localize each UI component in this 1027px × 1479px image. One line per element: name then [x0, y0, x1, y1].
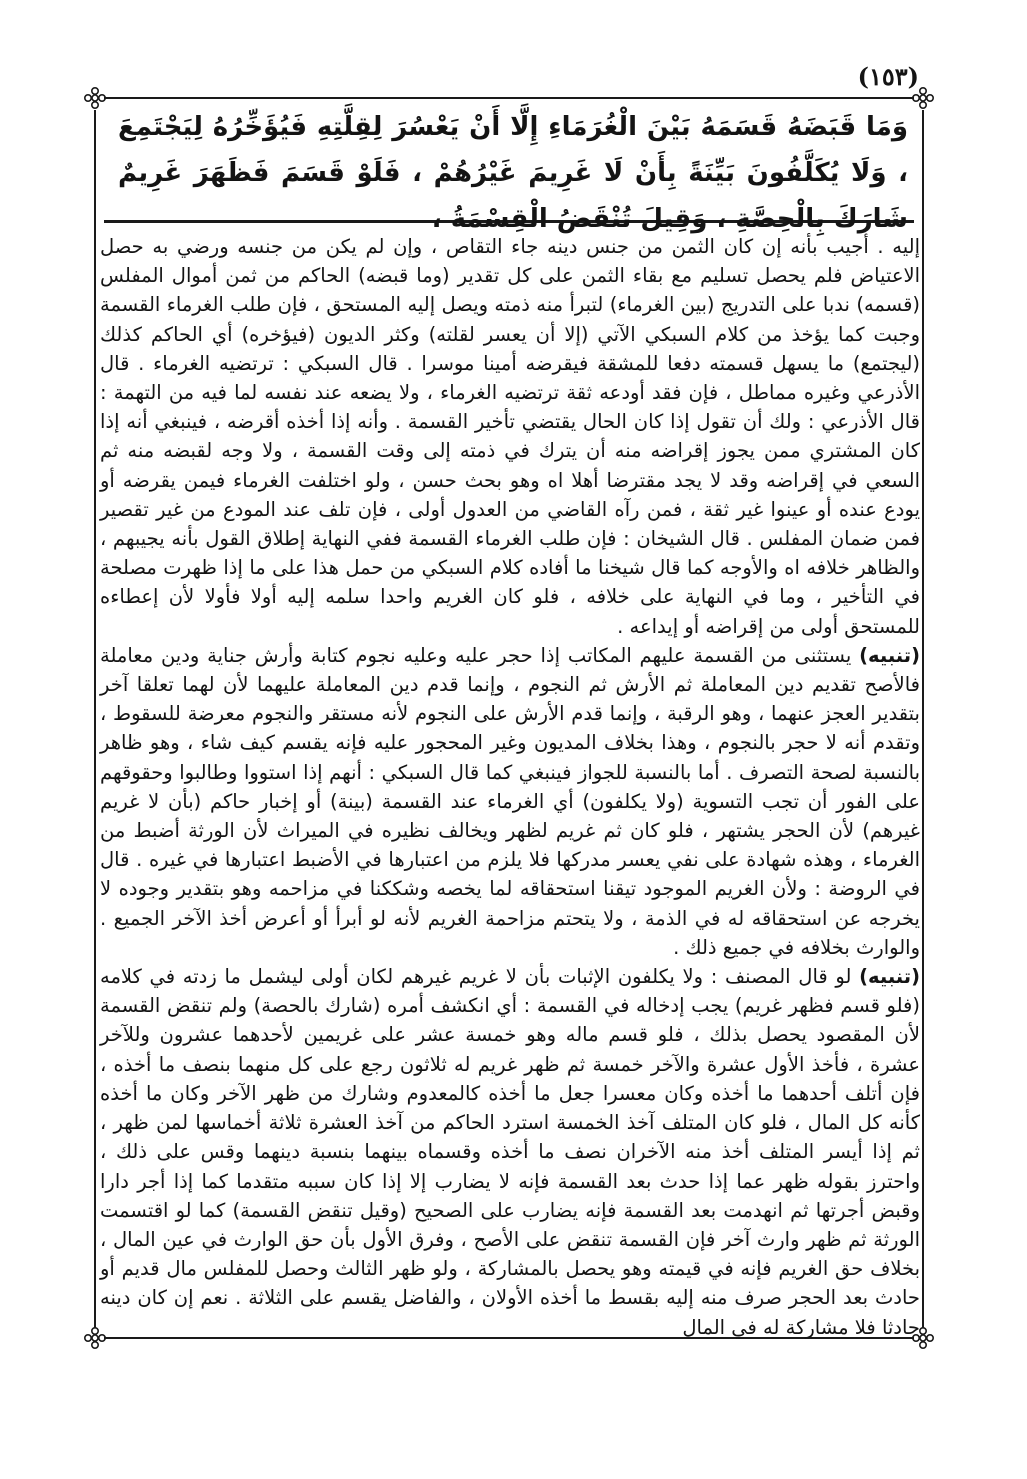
top-frame-line [104, 97, 914, 99]
flower-ornament-icon [911, 86, 935, 110]
page-number: (١٥٣) [857, 62, 919, 91]
tanbih-text: يستثنى من القسمة عليهم المكاتب إذا حجر عليه وعليه نجوم كتابة وأرش جناية ودين معاملة فالأصح تقديم دين المعاملة ثم الأرش ثم النجوم ، وإنما قدم دين المعاملة عليهما لأن لهما تعلقا آخر بتقدير العجز عنهما ، وهو الرقبة ، وإنما قدم الأرش على النجوم لأنه مستقر والنجوم معرضة للسقوط ، وتقدم أنه لا حجر بالنجوم ، وهذا بخلاف المديون وغير المحجور عليه فإنه يقسم كيف شاء ، وهو ظاهر بالنسبة لصحة التصرف . أما بالنسبة للجواز فينبغي كما قال السبكي : أنهم إذا استووا وطالبوا وحقوقهم على الفور أن تجب التسوية (ولا يكلفون) أي الغرماء عند القسمة (بينة) أو إخبار حاكم (بأن لا غريم غيرهم) لأن الحجر يشتهر ، فلو كان ثم غريم لظهر ويخالف نظيره في الميراث لأن الورثة أضبط من الغرماء ، وهذه شهادة على نفي يعسر مدركها فلا يلزم من اعتبارها في الأضبط اعتبارها في غيره . قال في الروضة : ولأن الغريم الموجود تيقنا استحقاقه لما يخصه وشككنا في مزاحمه وهو بتقدير وجوده لا يخرجه عن استحقاقه له في الذمة ، ولا يتحتم مزاحمة الغريم لأنه لو أبرأ أو أعرض أخذ الآخر الجميع . والوارث بخلافه في جميع ذلك . [100, 643, 920, 959]
matn-text: وَمَا قَبَضَهُ قَسَمَهُ بَيْنَ الْغُرَمَاءِ إِلَّا أَنْ يَعْسُرَ لِقِلَّتِهِ فَيُؤَخِّرُهُ لِيَجْتَمِعَ ، وَلَا يُكَلَّفُونَ بَيِّنَةً بِأَنْ لَا غَرِيمَ غَيْرُهُمْ ، فَلَوْ قَسَمَ فَظَهَرَ غَرِيمٌ شَارَكَ بِالْحِصَّةِ ، وَقِيلَ تُنْقَضُ الْقِسْمَةُ ، [118, 112, 908, 234]
tanbih-label: (تنبيه) [859, 965, 920, 989]
commentary-block [100, 232, 920, 1342]
tanbih-text: لو قال المصنف : ولا يكلفون الإثبات بأن لا غريم غيرهم لكان أولى ليشمل ما زدته في كلامه (فلو قسم فظهر غريم) يجب إدخاله في القسمة : أي انكشف أمره (شارك بالحصة) ولم تنقض القسمة لأن المقصود يحصل بذلك ، فلو قسم ماله وهو خمسة عشر على غريمين لأحدهما عشرون وللآخر عشرة ، فأخذ الأول عشرة والآخر خمسة ثم ظهر غريم له ثلاثون رجع على كل منهما بنصف ما أخذه ، فإن أتلف أحدهما ما أخذه وكان معسرا جعل ما أخذه كالمعدوم وشارك من ظهر الآخر وكان ما أخذه كأنه كل المال ، فلو كان المتلف آخذ الخمسة استرد الحاكم من آخذ العشرة ثلاثة أخماسها لمن ظهر ، ثم إذا أيسر المتلف أخذ منه الآخران نصف ما أخذه وقسماه بينهما بنسبة دينهما وقس على ذلك ، واحترز بقوله ظهر عما إذا حدث بعد القسمة فإنه لا يضارب إلا إذا كان سببه متقدما كما إذا أجر دارا وقبض أجرتها ثم انهدمت بعد القسمة فإنه يضارب على الصحيح (وقيل تنقض القسمة) كما لو اقتسمت الورثة ثم ظهر وارث آخر فإن القسمة تنقض على الأصح ، وفرق الأول بأن حق الوارث في عين المال ، بخلاف حق الغريم فإنه في قيمته وهو يحصل بالمشاركة ، ولو ظهر الثالث وحصل للمفلس مال قديم أو حادث بعد الحجر صرف منه إليه بقسط ما أخذه الأولان ، والفاضل يقسم على الثلاثة . نعم إن كان دينه حادثا فلا مشاركة له في المال [100, 965, 920, 1339]
commentary-paragraph [100, 641, 920, 962]
left-frame-line [94, 110, 96, 1328]
tanbih-label: (تنبيه) [859, 643, 920, 667]
commentary-paragraph [100, 962, 920, 1342]
right-frame-line [922, 110, 924, 1328]
commentary-paragraph: إليه . أجيب بأنه إن كان الثمن من جنس دينه جاء التقاص ، وإن لم يكن من جنسه ورضي به حصل الاعتياض فلم يحصل تسليم مع بقاء الثمن على كل تقدير (وما قبضه) الحاكم من ثمن أموال المفلس (قسمه) ندبا على التدريج (بين الغرماء) لتبرأ منه ذمته ويصل إليه المستحق ، فإن طلب الغرماء القسمة وجبت كما يؤخذ من كلام السبكي الآتي (إلا أن يعسر لقلته) وكثر الديون (فيؤخره) أي الحاكم كذلك (ليجتمع) ما يسهل قسمته دفعا للمشقة فيقرضه أمينا موسرا . قال السبكي : ترتضيه الغرماء . قال الأذرعي وغيره مماطل ، فإن فقد أودعه ثقة ترتضيه الغرماء ، ولا يضعه عند نفسه لما فيه من التهمة : قال الأذرعي : ولك أن تقول إذا كان الحال يقتضي تأخير القسمة . وأنه إذا أخذه أقرضه ، فينبغي أنه إذا كان المشتري ممن يجوز إقراضه منه أن يترك في ذمته إلى وقت القسمة ، ولا وجه لقبضه منه ثم السعي في إقراضه وقد لا يجد مقترضا أهلا اه وهو بحث حسن ، ولو اختلفت الغرماء فيمن يقرضه أو يودع عنده أو عينوا غير ثقة ، فمن رآه القاضي من العدول أولى ، فإن تلف عند المودع من غير تقصير فمن ضمان المفلس . قال الشيخان : فإن طلب الغرماء القسمة ففي النهاية إطلاق القول بأنه يجيبهم ، والظاهر خلافه اه والأوجه كما قال شيخنا ما أفاده كلام السبكي من حمل هذا على ما إذا ظهرت مصلحة في التأخير ، وما في النهاية على خلافه ، فلو كان الغريم واحدا سلمه إليه أولا فأولا لأن إعطاءه للمستحق أولى من إقراضه أو إيداعه . [100, 235, 920, 638]
flower-ornament-icon [83, 86, 107, 110]
